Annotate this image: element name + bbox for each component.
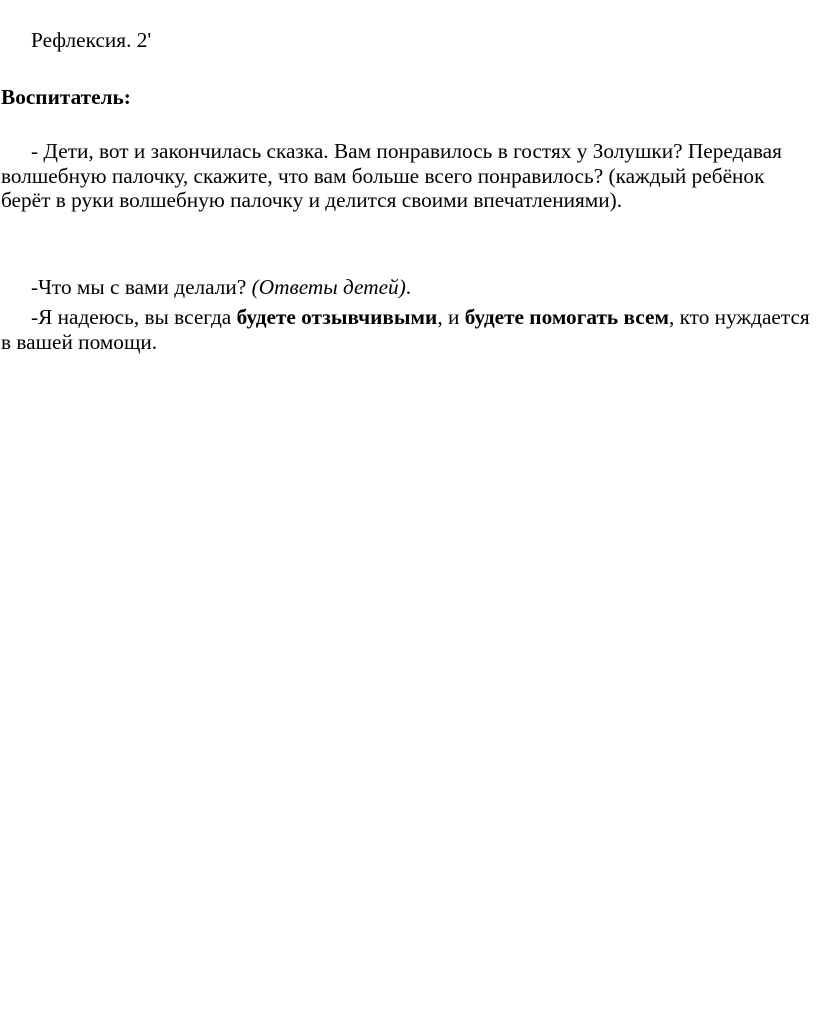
- closing-bold-1: будете отзывчивыми: [236, 305, 438, 329]
- closing-text-3: , кто нуждается в вашей помощи.: [1, 305, 810, 354]
- speaker-label: Воспитатель:: [1, 85, 131, 109]
- question-paragraph: [1, 275, 813, 300]
- question-text: -Что мы с вами делали?: [31, 275, 252, 299]
- closing-paragraph: [1, 305, 813, 354]
- teacher-speech-paragraph: - Дети, вот и закончилась сказка. Вам понравилось в гостях у Золушки? Передавая волшебную палочку, скажите, что вам больше всего понравилось? (каждый ребёнок берёт в руки волшебную палочку и делится своими впечатлениями).: [1, 139, 782, 212]
- closing-bold-2: будете помогать всем: [464, 305, 669, 329]
- question-end: .: [405, 275, 412, 299]
- answers-note: (Ответы детей): [251, 275, 406, 299]
- closing-text-2: , и: [437, 305, 465, 329]
- section-heading: Рефлексия. 2': [31, 28, 152, 52]
- closing-text-1: -Я надеюсь, вы всегда: [31, 305, 237, 329]
